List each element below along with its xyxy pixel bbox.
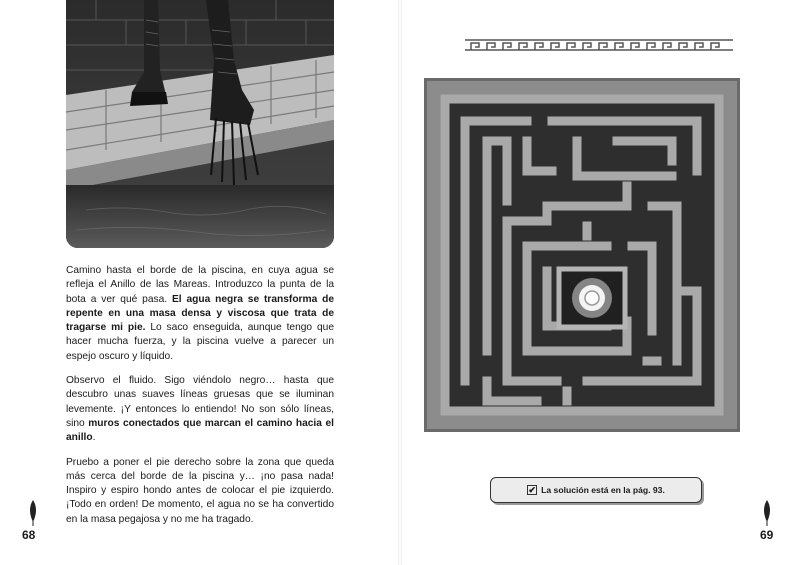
maze-puzzle (424, 78, 740, 432)
paragraph-3 (66, 456, 334, 527)
text-run: Pruebo a poner el pie derecho sobre la zona que queda más cerca del borde de la piscina y… ¡no pasa nada! Inspiro y espiro hondo antes de colocar el pie izquierdo. ¡Todo en orden! De momento, el agua no se ha convertido en la masa pegajosa y no me ha tragado. (66, 456, 334, 525)
check-box-icon: ✔ (528, 484, 536, 495)
feather-icon (28, 500, 38, 526)
illustration-boots-at-pool (66, 0, 334, 248)
greek-key-border (463, 38, 735, 52)
paragraph-2 (66, 374, 334, 445)
text-run-bold: El agua negra se transforma de repente en una masa densa y viscosa que trata de tragarse mi pie. (66, 293, 335, 334)
text-run-bold: muros conectados que marcan el camino hacia el anillo (66, 417, 334, 444)
text-run: Lo saco enseguida, aunque tengo que hacer mucha fuerza, y la piscina vuelve a parecer un espejo oscuro y líquido. (66, 322, 334, 362)
paragraph-1 (66, 264, 334, 364)
solution-note (490, 477, 702, 503)
story-text (66, 264, 334, 537)
page-number-left: 68 (22, 528, 36, 542)
text-run: Observo el fluido. Sigo viéndolo negro… hasta que descubro unas suaves líneas gruesas que se iluminan levemente. ¡Y entonces lo entiendo! No son sólo líneas, sino (66, 375, 334, 429)
page-number-right: 69 (760, 528, 774, 542)
solution-text: La solución está en la pág. 93. (541, 485, 665, 495)
feather-icon (762, 500, 772, 526)
text-run: Camino hasta el borde de la piscina, en cuya agua se refleja el Anillo de las Mareas. Introduzco la punta de la bota a ver qué pasa. (66, 265, 334, 305)
text-run: . (92, 432, 96, 444)
